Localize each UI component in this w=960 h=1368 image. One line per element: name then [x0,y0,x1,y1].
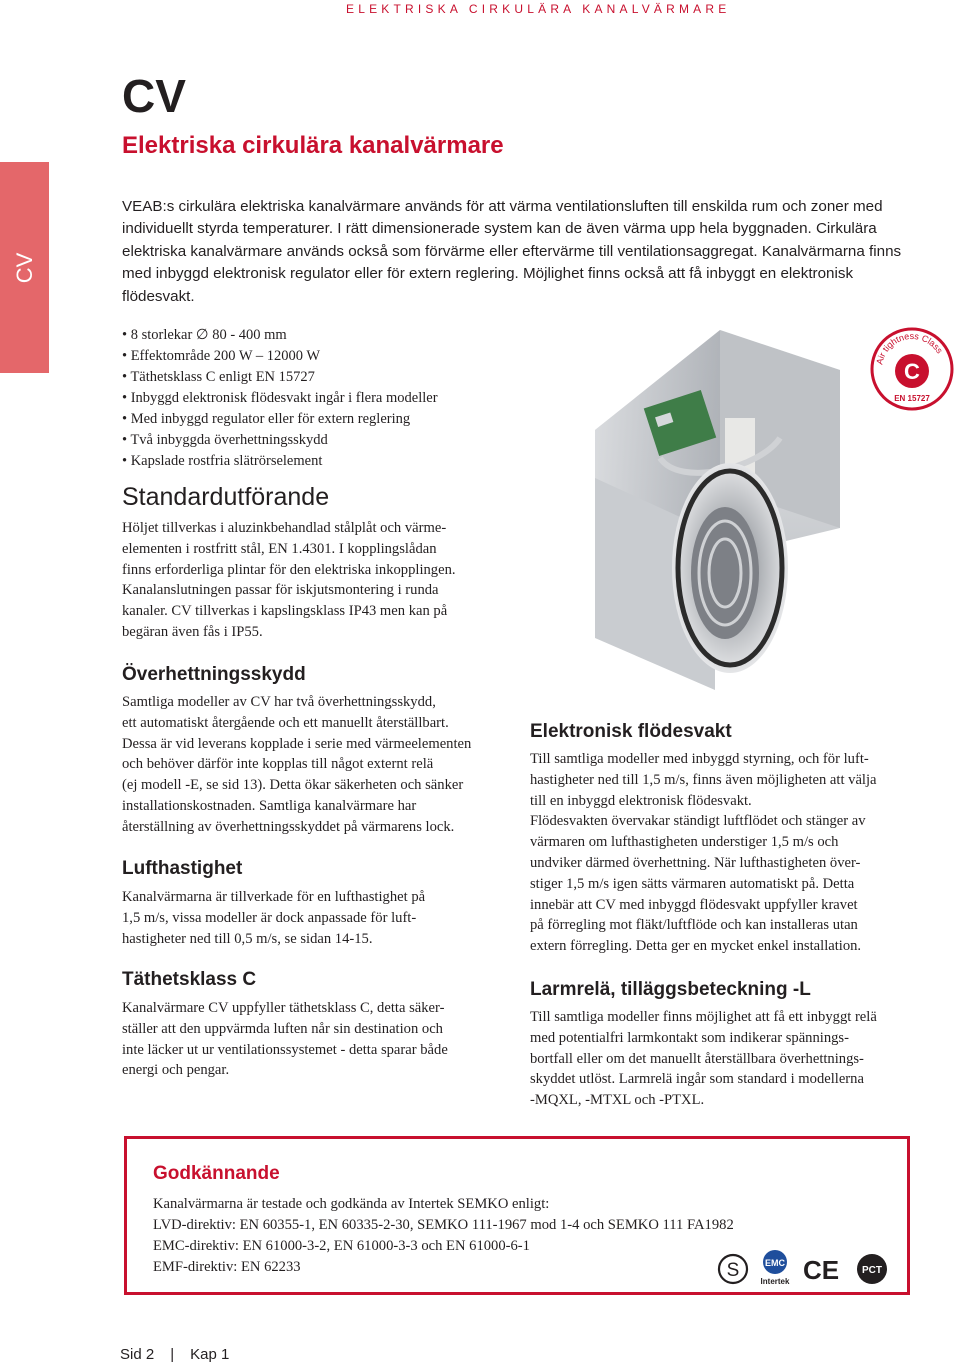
text-line: värmaren om lufthastigheten understiger 1,5 m/s och [530,834,839,851]
product-image [540,318,860,700]
text-line: (ej modell -E, se sid 13). Detta ökar säkerheten och sänker [122,777,464,794]
text-line: Till samtliga modeller finns möjlighet att få ett inbyggt relä [530,1009,877,1025]
text-line: inte läcker ut ur ventilationssystemet - detta sparar både [122,1041,448,1058]
chapter-label: Kap 1 [190,1346,230,1363]
footer [120,1346,229,1363]
pct-mark-text: PCT [862,1265,882,1276]
text-line: Kanalvärmarna är testade och godkända av Intertek SEMKO enligt: [153,1196,550,1212]
footer-separator: | [170,1346,175,1363]
page-subtitle: Elektriska cirkulära kanalvärmare [122,132,504,159]
text-alarm [530,1007,877,1111]
text-line: Flödesvakten övervakar ständigt luftflödet och stänger av [530,813,866,830]
heading-standard: Standardutförande [122,483,330,511]
text-line: EMF-direktiv: EN 62233 [153,1259,301,1275]
text-tightness [122,998,448,1081]
emc-mark-text: EMC [765,1258,785,1268]
text-line: installationskostnaden. Samtliga kanalvärmare har [122,797,417,814]
text-line: Höljet tillverkas i aluzinkbehandlad stålplåt och värme- [122,520,447,536]
text-line: ställer att den uppvärmda luften når sin destination och [122,1020,443,1037]
text-line: och behöver därför inte kopplas till något externt relä [122,756,434,773]
heading-approval: Godkännande [153,1163,280,1184]
text-line: skyddet utlöst. Larmrelä ingår som standard i modellerna [530,1071,864,1088]
text-line: på förregling mot fläkt/luftflöde och kan installeras utan [530,917,858,934]
list-item: • 8 storlekar ∅ 80 - 400 mm [122,325,438,346]
text-overheat [122,692,471,838]
page-number: Sid 2 [120,1346,155,1363]
text-line: ett automatiskt återgående och ett manuellt återställbart. [122,714,449,731]
text-line: Kanalvärmare CV uppfyller täthetsklass C, detta säker- [122,1000,445,1016]
approval-text [153,1194,734,1278]
heading-flow-guard: Elektronisk flödesvakt [530,721,732,742]
heater-element [691,507,759,639]
badge-standard: EN 15727 [894,394,930,403]
text-line: Dessa är vid leverans kopplade i serie med värmeelementen [122,735,472,752]
text-line: EMC-direktiv: EN 61000-3-2, EN 61000-3-3 och EN 61000-6-1 [153,1238,530,1254]
list-item: • Med inbyggd regulator eller för extern reglering [122,409,438,430]
text-line: kanaler. CV tillverkas i kapslingsklass IP43 men kan på [122,603,448,620]
intro-paragraph: VEAB:s cirkulära elektriska kanalvärmare används för att värma ventilationsluften till enskilda rum och zoner med individuellt styrda temperaturer. I rätt dimensionerade system kan de även värma upp hela byggnaden. Cirkulära elektriska kanalvärmare används också som förvärme eller eftervärme till ventilationsaggregat. Kanalvärmarna finns med inbyggd elektronisk regulator eller för extern reglering. Möjlighet finns också att få inbyggt en elektronisk flödesvakt. [122,198,902,305]
ce-mark-icon: CE [802,1255,840,1285]
list-item: • Täthetsklass C enligt EN 15727 [122,367,438,388]
text-line: extern förregling. Detta ger en mycket enkel installation. [530,938,862,955]
pct-mark-icon [857,1254,887,1284]
badge-ring-text: Air tightness Class [874,330,945,366]
text-line: återställning av överhettningsskyddet på värmarens lock. [122,818,455,835]
text-line: med potentialfri larmkontakt som indikerar spännings- [530,1029,849,1046]
emc-mark-icon [761,1250,790,1286]
list-item: • Inbyggd elektronisk flödesvakt ingår i flera modeller [122,388,438,409]
heading-airspeed: Lufthastighet [122,858,243,879]
heading-alarm: Larmrelä, tilläggsbeteckning -L [530,979,811,1000]
text-airspeed [122,887,425,949]
text-line: Samtliga modeller av CV har två överhettningsskydd, [122,694,436,710]
text-line: hastigheter ned till 0,5 m/s, se sidan 14-15. [122,930,373,947]
text-line: finns erforderliga plintar för den elektriska inkopplingen. [122,561,456,578]
list-item: • Två inbyggda överhettningsskydd [122,430,438,451]
text-line: stiger 1,5 m/s igen sätts värmaren automatiskt på. Detta [530,875,855,892]
heading-overheat: Överhettningsskydd [122,664,306,685]
text-line: till en inbyggd elektronisk flödesvakt. [530,792,752,809]
side-tab [0,162,49,373]
list-item: • Effektområde 200 W – 12000 W [122,346,438,367]
text-line: innebär att CV med inbyggd flödesvakt uppfyller kravet [530,896,858,913]
text-line: elementen i rostfritt stål, EN 1.4301. I kopplingslådan [122,540,437,557]
air-tightness-badge [870,327,954,411]
text-line: undviker därmed överhettning. När lufthastigheten över- [530,854,861,871]
list-item: • Kapslade rostfria slätrörselement [122,451,438,472]
text-line: energi och pengar. [122,1062,230,1079]
text-standard [122,518,456,643]
feature-list [122,325,438,472]
certification-marks [717,1247,897,1287]
text-line: Kanalvärmarna är tillverkade för en lufthastighet på [122,889,426,905]
text-line: LVD-direktiv: EN 60355-1, EN 60335-2-30, SEMKO 111-1967 mod 1-4 och SEMKO 111 FA1982 [153,1217,734,1233]
text-flow-guard [530,749,877,957]
text-line: bortfall eller om det manuellt återställbara överhettnings- [530,1050,864,1067]
s-mark-icon [719,1255,747,1283]
side-tab-label: CV [11,252,37,283]
text-line: 1,5 m/s, vissa modeller är dock anpassade för luft- [122,909,417,926]
text-line: begäran även fås i IP55. [122,623,263,640]
text-line: Till samtliga modeller med inbyggd styrning, och för luft- [530,751,869,767]
text-line: Kanalanslutningen passar för iskjutsmontering i runda [122,582,439,599]
approval-box [124,1136,910,1295]
text-line: hastigheter ned till 1,5 m/s, finns även möjligheten att välja [530,771,877,788]
s-mark-text: S [726,1260,740,1281]
intertek-text: Intertek [760,1277,790,1286]
page-title: CV [122,70,186,122]
heading-tightness: Täthetsklass C [122,969,257,990]
text-line: -MQXL, -MTXL och -PTXL. [530,1092,705,1109]
badge-letter: C [904,359,920,384]
running-header: ELEKTRISKA CIRKULÄRA KANALVÄRMARE [346,2,731,16]
